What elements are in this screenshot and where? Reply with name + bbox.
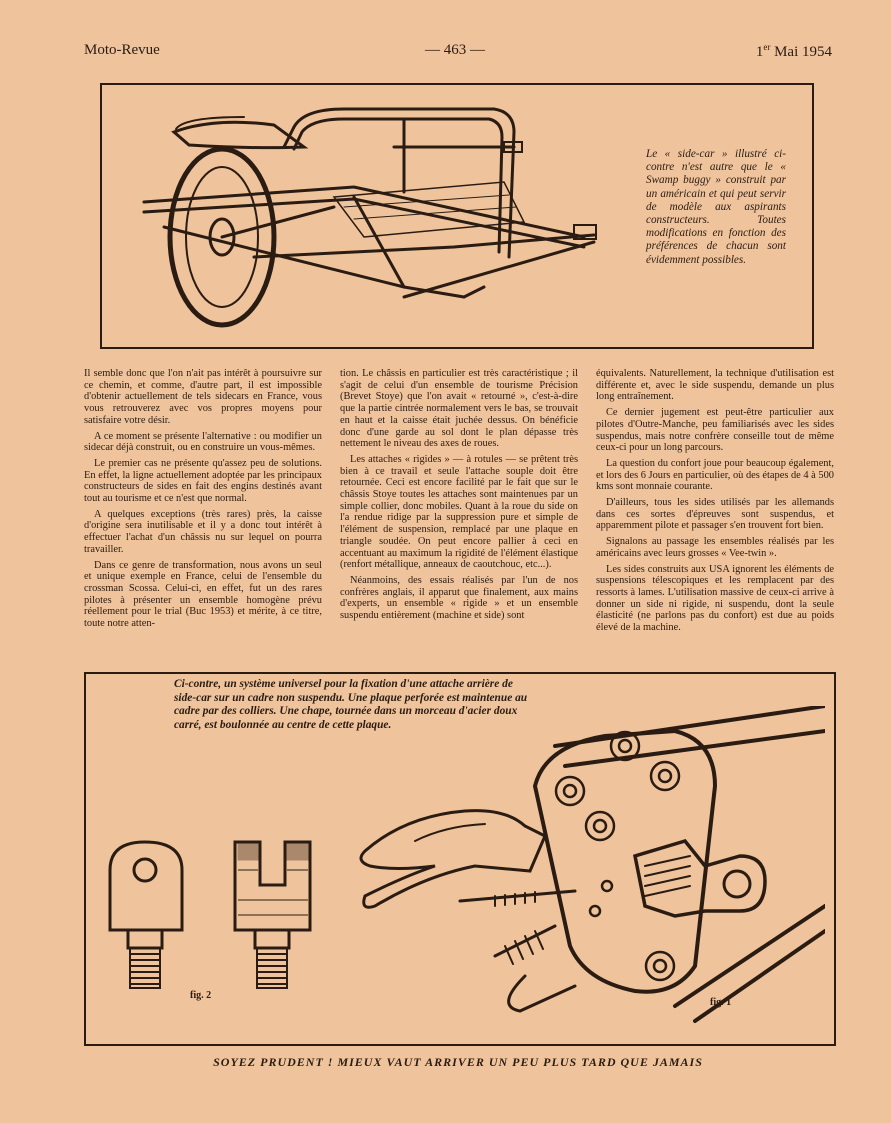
paragraph: Il semble donc que l'on n'ait pas intérêt à poursuivre sur ce chemin, et comme, d'autre part, il est impossible d'obtenir actuellement de tels sidecars en France, vous vous retrouverez avec vos propres moyens pour satisfaire votre désir. bbox=[84, 368, 322, 426]
paragraph: Le premier cas ne présente qu'assez peu de solutions. En effet, la ligne actuellement adoptée par les principaux constructeurs de sides en fait des engins destinés avant tout au tourisme et ce n'est que normal. bbox=[84, 457, 322, 505]
fig1-label: fig. 1 bbox=[710, 997, 732, 1008]
magazine-name: Moto-Revue bbox=[84, 42, 160, 58]
page-number: — 463 — bbox=[425, 42, 485, 58]
footer-slogan: SOYEZ PRUDENT ! MIEUX VAUT ARRIVER UN PEU PLUS TARD QUE JAMAIS bbox=[213, 1055, 703, 1069]
fig2-label: fig. 2 bbox=[190, 990, 212, 1001]
paragraph: équivalents. Naturellement, la technique d'utilisation est différente et, avec le side suspendu, demande un plus long entraînement. bbox=[596, 368, 834, 403]
sidecar-frame-drawing bbox=[104, 87, 634, 343]
paragraph: Néanmoins, des essais réalisés par l'un de nos confrères anglais, il apparut que finalement, aux mains d'experts, un ensemble « rigide » et un ensemble suspendu entièrement (machine et side) sont bbox=[340, 574, 578, 622]
paragraph: Dans ce genre de transformation, nous avons un seul et unique exemple en France, celui de l'ensemble du crossman Scossa. Celui-ci, en effet, fut un des rares pilotes à présenter un ensemble homogène prévu réellement pour le trial (Buc 1953) et mérite, à ce titre, toute notre atten- bbox=[84, 559, 322, 630]
attachment-assembly-drawing bbox=[345, 706, 825, 1036]
paragraph: A ce moment se présente l'alternative : ou modifier un sidecar déjà construit, ou en construire un vous-mêmes. bbox=[84, 430, 322, 454]
paragraph: D'ailleurs, tous les sides utilisés par les allemands dans ces sortes d'épreuves sont suspendus, et apparemment pilote et passager s'en trouvent fort bien. bbox=[596, 497, 834, 532]
paragraph: Les attaches « rigides » — à rotules — se prêtent très bien à ce travail et seule l'attache souple doit être retournée. Ceci est encore facilité par le fait que sur le châssis Stoye toutes les attaches sont maintenues par un simple collier, donc mobiles. Quant à la roue du side on l'a rendue ridige par la suppression pure et simple de l'élément de suspension, remplacé par une plaque en triangle soudée. On peut encore pallier à ceci en accentuant au maximum la rigidité de l'élément élastique (renfort métallique, anneaux de caoutchouc, etc...). bbox=[340, 453, 578, 571]
paragraph: La question du confort joue pour beaucoup également, et lors des 6 Jours en particulier, où des étapes de 4 à 500 kms sont monnaie courante. bbox=[596, 457, 834, 493]
paragraph: A quelques exceptions (très rares) près, la caisse d'origine sera inutilisable et il y a donc tout intérêt à effectuer l'achat d'un châssis nu sur lequel on pourra travailler. bbox=[84, 508, 322, 555]
paragraph: tion. Le châssis en particulier est très caractéristique ; il s'agit de celui d'un ensemble de tourisme Précision (Brevet Stoye) que l'on avait « retourné », c'est-à-dire que la partie cintrée normalement vers le bas, se trouvait en haut et la caisse était juchée dessus. On bénéficie donc d'une garde au sol dont le plan dépasse très nettement le niveau des axes de roues. bbox=[340, 368, 578, 450]
paragraph: Les sides construits aux USA ignorent les éléments de suspensions télescopiques et les remplacent par des ressorts à lames. L'utilisation massive de ceux-ci arrive à donner un side ni rigide, ni suspendu, dont la seule élasticité (ne parlons pas du confort) est due au poids élevé de la machine. bbox=[596, 563, 834, 634]
article-column-1 bbox=[84, 368, 322, 634]
clevis-detail-drawing bbox=[100, 830, 330, 1000]
attachment-caption: Ci-contre, un système universel pour la fixation d'une attache arrière de side-car sur un cadre non suspendu. Une plaque perforée est maintenue au cadre par des colliers. Une chape, tournée dans un morceau d'acier doux carré, est boulonnée au centre de cette plaque. bbox=[174, 678, 528, 731]
article-column-2 bbox=[340, 368, 578, 626]
paragraph: Signalons au passage les ensembles réalisés par les américains avec leurs grosses « Vee-twin ». bbox=[596, 536, 834, 559]
issue-date: 1er Mai 1954 bbox=[755, 42, 832, 60]
article-column-3 bbox=[596, 368, 834, 638]
sidecar-caption: Le « side-car » illustré ci-contre n'est autre que le « Swamp buggy » construit par un américain et qui peut servir de modèle aux aspirants constructeurs. Toutes modifications en fonction des préférences de chacun sont évidemment possibles. bbox=[646, 148, 786, 266]
paragraph: Ce dernier jugement est peut-être particulier aux pilotes d'Outre-Manche, peu familiarisés avec les sides suspendus, mais notre confrère conseille tout de même ceux-ci pour un long parcours. bbox=[596, 407, 834, 454]
